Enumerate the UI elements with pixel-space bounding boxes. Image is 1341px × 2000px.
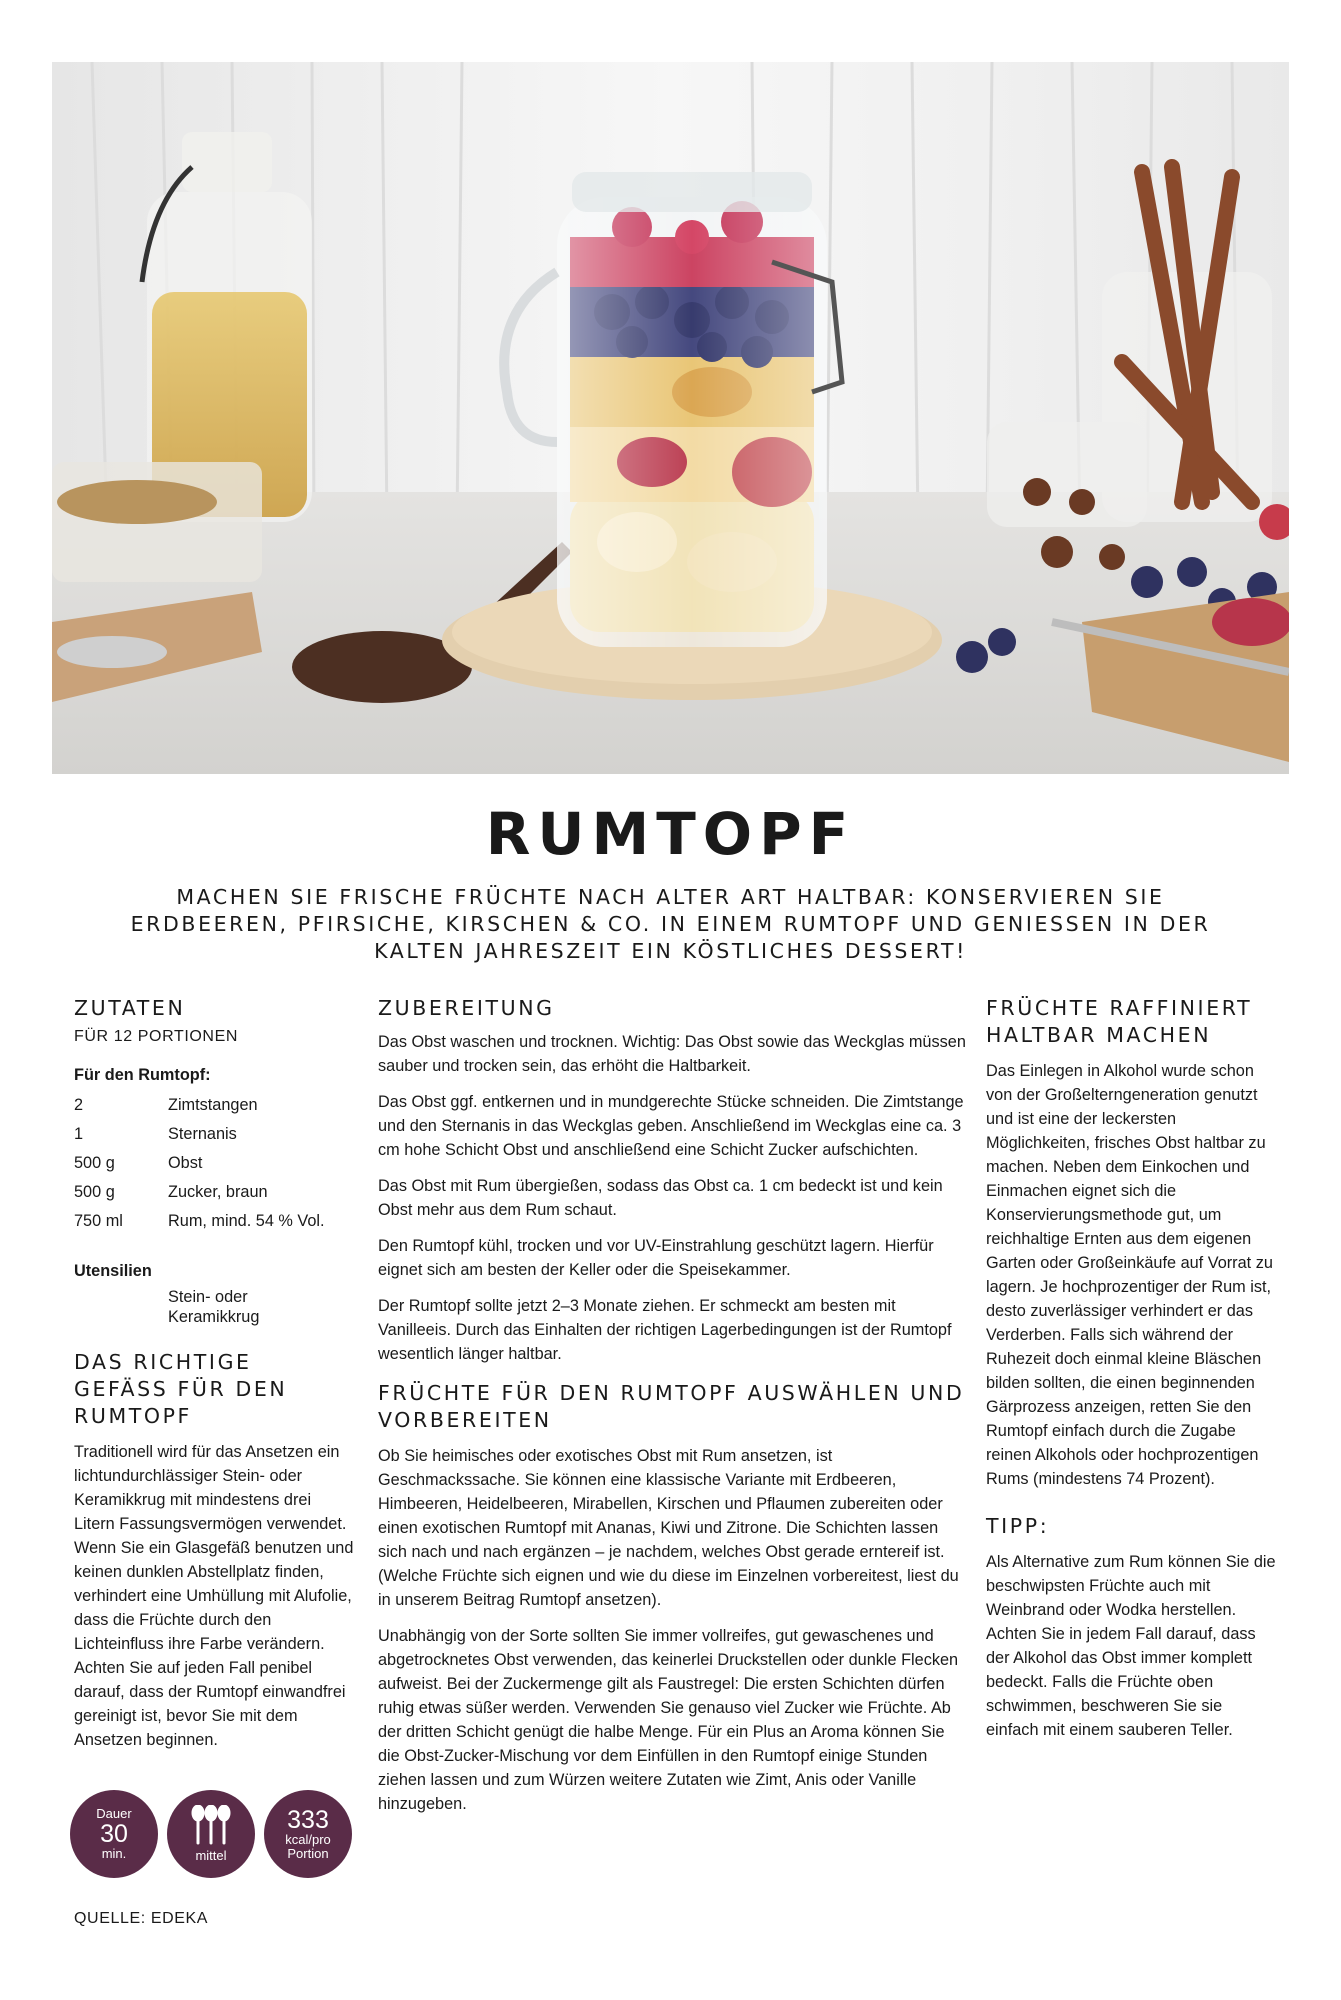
- ingredient-row: [74, 1149, 325, 1178]
- ingredient-row: [74, 1120, 325, 1149]
- ingredient-name: Zucker, braun: [168, 1183, 268, 1201]
- duration-value: 30: [100, 1820, 128, 1848]
- raffiniert-heading: FRÜCHTE RAFFINIERT HALTBAR MACHEN: [986, 996, 1253, 1047]
- raffiniert-text: Das Einlegen in Alkohol wurde schon von der Großelterngeneration genutzt und ist eine der leckersten Möglichkeiten, frisches Obst haltbar zu machen. Neben dem Einkochen und Einmachen eignet sich die Konservierungsmethode gut, um reichhaltige Ernten aus dem eigenen Garten oder Großeinkäufe auf Vorrat zu lagern. Je hochprozentiger der Rum ist, desto zuverlässiger verhindert er das Verderben. Falls sich während der Ruhezeit doch einmal kleine Bläschen bilden sollten, die einen beginnenden Gärprozess anzeigen, retten Sie den Rumtopf einfach durch die Zugabe reinen Alkohols oder hochprozentigen Rums (mindestens 74 Prozent).: [986, 1062, 1273, 1488]
- kcal-value: 333: [287, 1806, 329, 1834]
- step-text: Das Obst waschen und trocknen. Wichtig: Das Obst sowie das Weckglas müssen sauber und trocken sein, das erhöht die Haltbarkeit.: [378, 1033, 966, 1075]
- page-title: RUMTOPF: [485, 800, 856, 868]
- zubereitung-heading: ZUBEREITUNG: [378, 996, 555, 1020]
- ingredient-name: Rum, mind. 54 % Vol.: [168, 1212, 325, 1230]
- utensil-row: [74, 1287, 354, 1327]
- source-credit: QUELLE: EDEKA: [74, 1910, 209, 1927]
- ingredient-amount: 2: [74, 1096, 84, 1114]
- difficulty-label: mittel: [195, 1848, 227, 1863]
- ingredient-row: [74, 1207, 325, 1236]
- ingredient-name: Sternanis: [168, 1125, 237, 1143]
- tipp-text: Als Alternative zum Rum können Sie die beschwipsten Früchte auch mit Weinbrand oder Wodka herstellen. Achten Sie in jedem Fall darauf, dass der Alkohol das Obst immer komplett bedeckt. Falls die Früchte oben schwimmen, beschweren Sie sie einfach mit einem sauberen Teller.: [986, 1553, 1276, 1739]
- rumtopf-group-label: Für den Rumtopf:: [74, 1066, 211, 1084]
- utensils-label: Utensilien: [74, 1262, 152, 1280]
- tipp-heading: TIPP:: [986, 1514, 1050, 1538]
- step-text: Das Obst ggf. entkernen und in mundgerechte Stücke schneiden. Die Zimtstange und den Sternanis in das Weckglas geben. Anschließend im Weckglas eine ca. 3 cm hohe Schicht Obst und anschließend eine Schicht Zucker aufschichten.: [378, 1093, 964, 1159]
- step-text: Das Obst mit Rum übergießen, sodass das Obst ca. 1 cm bedeckt ist und kein Obst mehr aus dem Rum schaut.: [378, 1177, 943, 1219]
- duration-label: Dauer: [96, 1806, 132, 1821]
- ingredient-row: [74, 1091, 325, 1120]
- ingredient-name: Zimtstangen: [168, 1096, 258, 1114]
- cooking-utensils-icon: [186, 1805, 236, 1845]
- ingredient-amount: 500 g: [74, 1183, 115, 1201]
- duration-badge: [70, 1790, 158, 1878]
- left-column: [74, 995, 354, 1752]
- ingredient-amount: 500 g: [74, 1154, 115, 1172]
- zutaten-heading: ZUTATEN: [74, 996, 186, 1020]
- utensil-name: Stein- oder Keramikkrug: [168, 1288, 260, 1326]
- gefaess-text: Traditionell wird für das Ansetzen ein lichtundurchlässiger Stein- oder Keramikkrug mit mindestens drei Litern Fassungsvermögen verwendet. Wenn Sie ein Glasgefäß benutzen und keinen dunklen Abstellplatz finden, verhindert eine Umhüllung mit Alufolie, dass die Früchte durch den Lichteinfluss ihre Farbe verändern. Achten Sie auf jeden Fall penibel darauf, dass der Rumtopf einwandfrei gereinigt ist, bevor Sie mit dem Ansetzen beginnen.: [74, 1443, 354, 1749]
- calories-badge: [264, 1790, 352, 1878]
- ingredient-amount: 750 ml: [74, 1212, 123, 1230]
- step-text: Der Rumtopf sollte jetzt 2–3 Monate ziehen. Er schmeckt am besten mit Vanilleeis. Durch das Einhalten der richtigen Lagerbedingungen ist der Rumtopf wesentlich länger haltbar.: [378, 1297, 952, 1363]
- ingredient-amount: 1: [74, 1125, 84, 1143]
- auswahl-paragraph: Unabhängig von der Sorte sollten Sie immer vollreifes, gut gewaschenes und abgetrocknetes Obst verwenden, das keinerlei Druckstellen oder dunkle Flecken aufweist. Bei der Zuckermenge gilt als Faustregel: Die ersten Schichten dürfen ruhig etwas süßer werden. Verwenden Sie genauso viel Zucker wie Früchte. Ab der dritten Schicht genügt die halbe Menge. Für ein Plus an Aroma können Sie die Obst-Zucker-Mischung vor dem Einfüllen in den Rumtopf einige Stunden ziehen lassen und zum Würzen weitere Zutaten wie Zimt, Anis oder Vanille hinzugeben.: [378, 1627, 959, 1813]
- kcal-per: Portion: [287, 1846, 329, 1861]
- ingredient-row: [74, 1178, 325, 1207]
- middle-column: [378, 995, 968, 1828]
- ingredients-table: [74, 1091, 325, 1236]
- recipe-badges: [70, 1790, 352, 1878]
- duration-unit: min.: [101, 1846, 127, 1861]
- gefaess-heading: DAS RICHTIGE GEFÄSS FÜR DEN RUMTOPF: [74, 1350, 288, 1428]
- auswahl-paragraph: Ob Sie heimisches oder exotisches Obst mit Rum ansetzen, ist Geschmackssache. Sie können eine klassische Variante mit Erdbeeren, Himbeeren, Heidelbeeren, Mirabellen, Kirschen und Pflaumen zubereiten oder einen exotischen Rumtopf mit Ananas, Kiwi und Zitrone. Die Schichten lassen sich nach und nach ergänzen – je nachdem, welches Obst gerade erntereif ist. (Welche Früchte sich eignen und wie du diese im Einzelnen vorbereitest, liest du in unserem Beitrag Rumtopf ansetzen).: [378, 1447, 959, 1609]
- auswahl-heading: FRÜCHTE FÜR DEN RUMTOPF AUSWÄHLEN UND VORBEREITEN: [378, 1381, 965, 1432]
- step-text: Den Rumtopf kühl, trocken und vor UV-Einstrahlung geschützt lagern. Hierfür eignet sich am besten der Keller oder die Speisekammer.: [378, 1237, 934, 1279]
- hero-photo-rumtopf-jar: [52, 62, 1289, 774]
- right-column: [986, 995, 1276, 1742]
- ingredient-name: Obst: [168, 1154, 203, 1172]
- intro-text: MACHEN SIE FRISCHE FRÜCHTE NACH ALTER ART HALTBAR: KONSERVIEREN SIE ERDBEEREN, PFIRSICHE, KIRSCHEN & CO. IN EINEM RUMTOPF UND GENIESSEN IN DER KALTEN JAHRESZEIT EIN KÖSTLICHES DESSERT!: [130, 885, 1211, 963]
- portions-text: FÜR 12 PORTIONEN: [74, 1028, 238, 1045]
- kcal-unit: kcal/pro: [285, 1832, 331, 1847]
- difficulty-badge: [167, 1790, 255, 1878]
